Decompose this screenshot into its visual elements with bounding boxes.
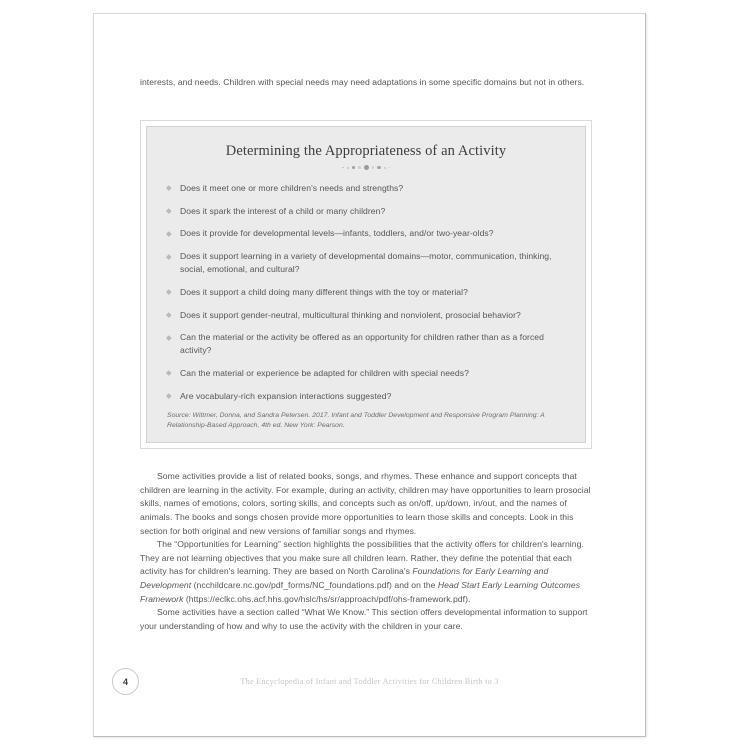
diamond-bullet-icon xyxy=(166,289,171,294)
list-item xyxy=(165,367,567,379)
diamond-bullet-icon xyxy=(166,208,171,213)
diamond-bullet-icon xyxy=(166,312,171,317)
paragraph-2-part-a: The “Opportunities for Learning” section highlights the possibilities that the activity offers for children's learning. They are not learning objectives that you make sure all children learn. Rather, they define the potential that each activity has for children's learning. They are based on North Carolina's xyxy=(140,539,584,577)
diamond-bullet-icon xyxy=(166,370,171,375)
ornament-dot xyxy=(372,166,375,169)
list-item-text: Does it support gender-neutral, multicultural thinking and nonviolent, prosocial behavior? xyxy=(180,309,521,320)
list-item-text: Does it support learning in a variety of developmental domains—motor, communication, thinking, social, emotional, and cultural? xyxy=(180,251,552,274)
diamond-bullet-icon xyxy=(166,393,171,398)
source-work-title: Infant and Toddler Development and Responsive Program Planning: A Relationship-Based Approach xyxy=(167,412,545,429)
body-paragraph-1: Some activities provide a list of related books, songs, and rhymes. These enhance and support concepts that children are learning in the activity. For example, during an activity, children may have opportunities to learn prosocial skills, names of emotions, colors, sorting skills, and concepts such as on/off, up/down, in/out, and the names of animals. The books and songs chosen provide more opportunities to learn those skills and concepts. Look in this section for both original and new versions of familiar songs and rhymes. xyxy=(140,471,591,536)
ornament-dot xyxy=(384,167,386,169)
diamond-bullet-icon xyxy=(166,335,171,340)
callout-box-inner xyxy=(146,126,586,444)
list-item-text: Can the material or the activity be offered as an opportunity for children rather than as a forced activity? xyxy=(180,332,544,355)
paragraph-2-part-c: (https://eclkc.ohs.acf.hhs.gov/hslc/hs/sr/approach/pdf/ohs-framework.pdf). xyxy=(183,593,471,604)
ornament-dot xyxy=(358,166,361,169)
ornament-dot xyxy=(352,166,356,170)
list-item-text: Does it provide for developmental levels—infants, toddlers, and/or two-year-olds? xyxy=(180,228,494,239)
intro-paragraph: interests, and needs. Children with special needs may need adaptations in some specific domains but not in others. xyxy=(140,77,585,87)
list-item-text: Can the material or experience be adapted for children with special needs? xyxy=(180,367,469,378)
list-item xyxy=(165,205,567,217)
callout-box xyxy=(140,120,592,450)
list-item xyxy=(165,331,567,356)
source-prefix: Source: Wittmer, Donna, and Sandra Petersen. 2017. xyxy=(167,412,332,420)
page-footer xyxy=(94,668,645,708)
ornament-dot xyxy=(347,167,349,169)
page-number: 4 xyxy=(122,676,128,687)
list-item xyxy=(165,227,567,239)
diamond-bullet-icon xyxy=(166,185,171,190)
footer-book-title: The Encyclopedia of Infant and Toddler Activities for Children Birth to 3 xyxy=(240,677,499,686)
page-content xyxy=(140,76,592,633)
list-item-text: Are vocabulary-rich expansion interactions suggested? xyxy=(180,390,392,401)
body-paragraph-3: Some activities have a section called “What We Know.” This section offers developmental information to support your understanding of how and why to use the activity with the children in your care. xyxy=(140,607,588,631)
ornament-dot xyxy=(389,167,391,169)
paragraph-2-part-b: (ncchildcare.nc.gov/pdf_forms/NC_foundations.pdf) and on the xyxy=(191,580,438,590)
list-item-text: Does it meet one or more children's needs and strengths? xyxy=(180,182,404,193)
ornament-dots xyxy=(165,162,567,174)
list-item xyxy=(165,182,567,194)
list-item xyxy=(165,390,567,402)
foundations-title: Foundations for Early Learning and Development xyxy=(140,566,549,590)
callout-question-list xyxy=(165,182,567,402)
list-item-text: Does it spark the interest of a child or many children? xyxy=(180,205,386,216)
document-page xyxy=(93,13,646,737)
list-item-text: Does it support a child doing many different things with the toy or material? xyxy=(180,286,468,297)
callout-title: Determining the Appropriateness of an Activity xyxy=(225,142,507,159)
list-item xyxy=(165,286,567,298)
list-item xyxy=(165,309,567,321)
list-item xyxy=(165,250,567,275)
diamond-bullet-icon xyxy=(166,254,171,259)
diamond-bullet-icon xyxy=(166,231,171,236)
source-citation xyxy=(167,411,567,430)
ornament-dot xyxy=(377,166,381,170)
source-suffix: , 4th ed. New York: Pearson. xyxy=(257,421,345,429)
head-start-title: Head Start Early Learning Outcomes Framework xyxy=(140,580,581,604)
ornament-dot xyxy=(342,167,344,169)
ornament-dot xyxy=(364,165,369,170)
body-paragraph-2 xyxy=(140,538,592,606)
